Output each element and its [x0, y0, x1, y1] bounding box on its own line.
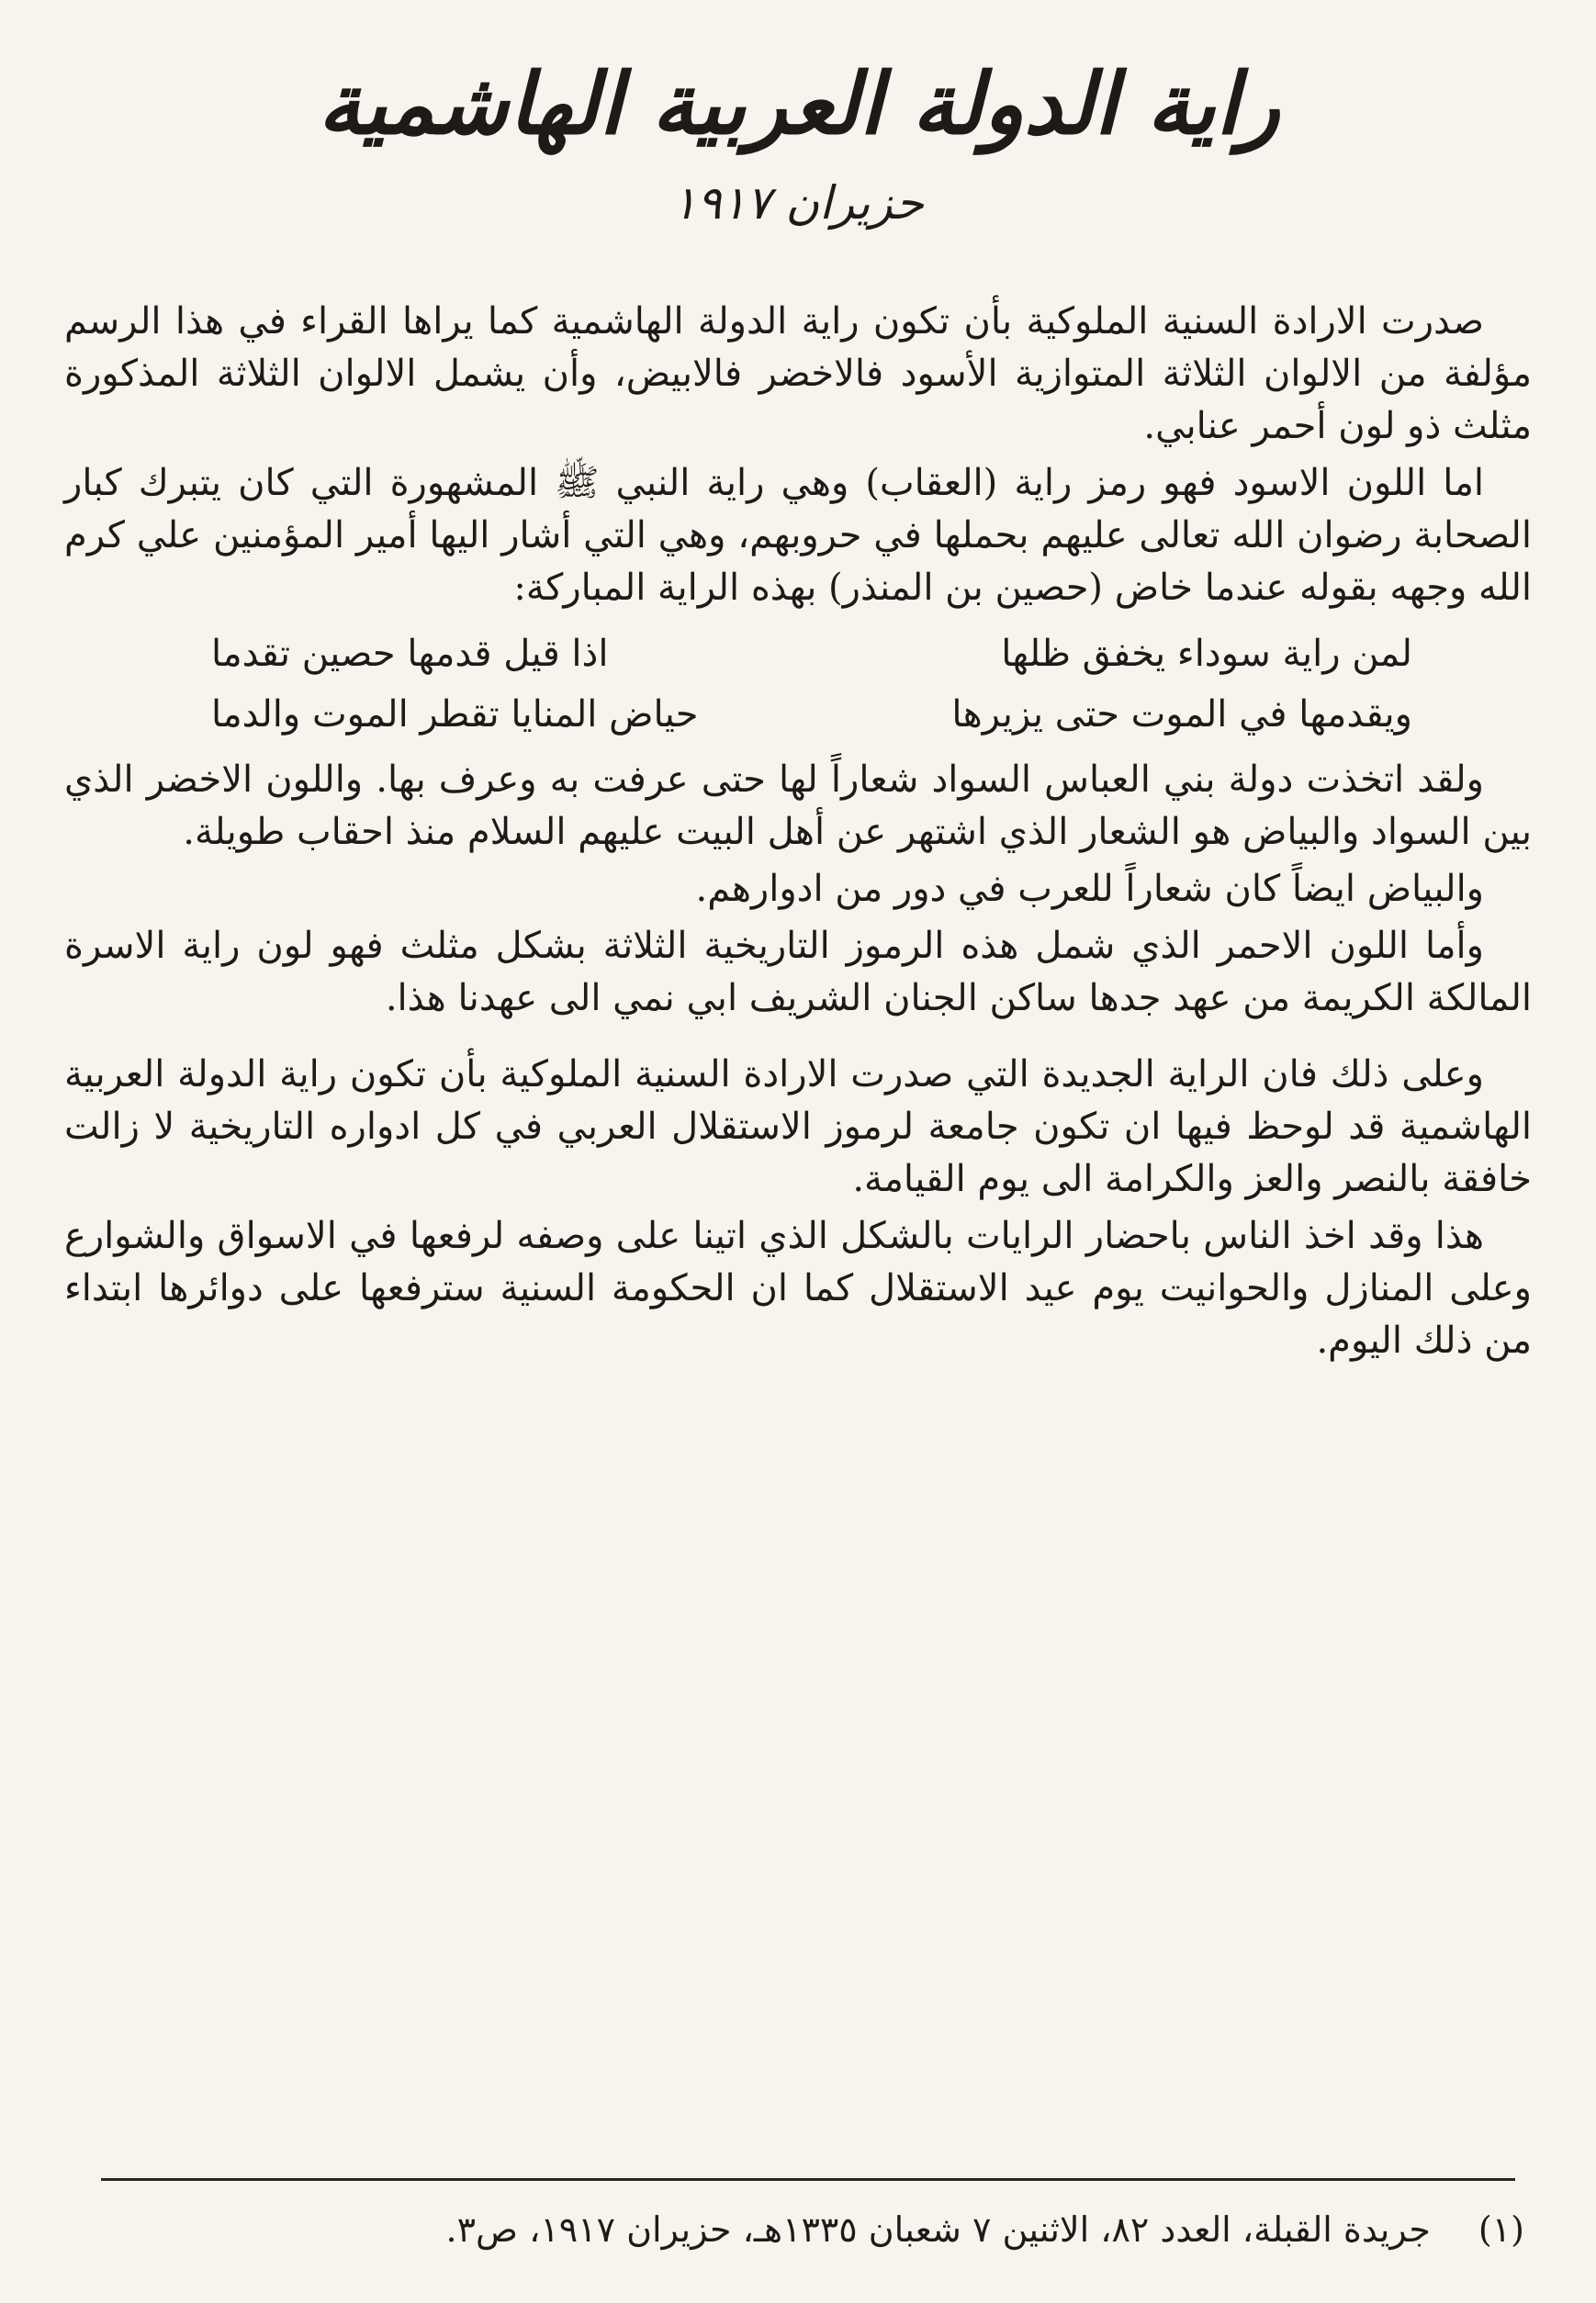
footnote-text: جريدة القبلة، العدد ٨٢، الاثنين ٧ شعبان ١٣٣٥هـ، حزيران ١٩١٧، ص٣. — [445, 2209, 1431, 2250]
verse-hemistich-second: حياض المنايا تقطر الموت والدما — [211, 693, 699, 736]
paragraph: صدرت الارادة السنية الملوكية بأن تكون راية الدولة الهاشمية كما يراها القراء في هذا الرسم مؤلفة من الالوان الثلاثة المتوازية الأسود فالاخضر فالابيض، وأن يشمل الالوان الثلاثة المذكورة مثلث ذو لون أحمر عنابي. — [64, 300, 1532, 447]
document-body — [64, 296, 1532, 1372]
document-date: حزيران ١٩١٧ — [672, 176, 924, 230]
footnote-divider — [101, 2178, 1515, 2181]
verse-hemistich-first: ويقدمها في الموت حتى يزيرها — [951, 693, 1412, 736]
document-title: راية الدولة العربية الهاشمية — [318, 54, 1280, 153]
paragraph: ولقد اتخذت دولة بني العباس السواد شعاراً لها حتى عرفت به وعرف بها. واللون الاخضر الذي بين السواد والبياض هو الشعار الذي اشتهر عن أهل البيت عليهم السلام منذ احقاب طويلة. — [64, 758, 1532, 853]
verse-hemistich-second: اذا قيل قدمها حصين تقدما — [211, 633, 609, 675]
verse-hemistich-first: لمن راية سوداء يخفق ظلها — [1001, 633, 1412, 675]
paragraph: وعلى ذلك فان الراية الجديدة التي صدرت الارادة السنية الملوكية بأن تكون راية الدولة العربية الهاشمية قد لوحظ فيها ان تكون جامعة لرموز الاستقلال العربي في كل ادواره التاريخية لا زالت خافقة بالنصر والعز والكرامة الى يوم القيامة. — [64, 1053, 1532, 1200]
verse-line — [64, 684, 1532, 745]
verse-line — [64, 623, 1532, 684]
paragraph: والبياض ايضاً كان شعاراً للعرب في دور من ادوارهم. — [695, 868, 1484, 910]
footnote — [92, 2202, 1524, 2257]
paragraph: هذا وقد اخذ الناس باحضار الرايات بالشكل الذي اتينا على وصفه لرفعها في الاسواق والشوارع وعلى المنازل والحوانيت يوم عيد الاستقلال كما ان الحكومة السنية سترفعها على دوائرها ابتداء من ذلك اليوم. — [64, 1215, 1532, 1362]
paragraph: اما اللون الاسود فهو رمز راية (العقاب) وهي راية النبي ﷺ المشهورة التي كان يتبرك كبار الصحابة رضوان الله تعالى عليهم بحملها في حروبهم، وهي التي أشار اليها أمير المؤمنين علي كرم الله وجهه بقوله عندما خاض (حصين بن المنذر) بهذه الراية المباركة: — [64, 462, 1532, 609]
paragraph: وأما اللون الاحمر الذي شمل هذه الرموز التاريخية الثلاثة بشكل مثلث فهو لون راية الاسرة المالكة الكريمة من عهد جدها ساكن الجنان الشريف ابي نمي الى عهدنا هذا. — [64, 925, 1532, 1019]
footnote-marker: (١) — [1478, 2209, 1524, 2250]
poem-verse — [64, 623, 1532, 745]
